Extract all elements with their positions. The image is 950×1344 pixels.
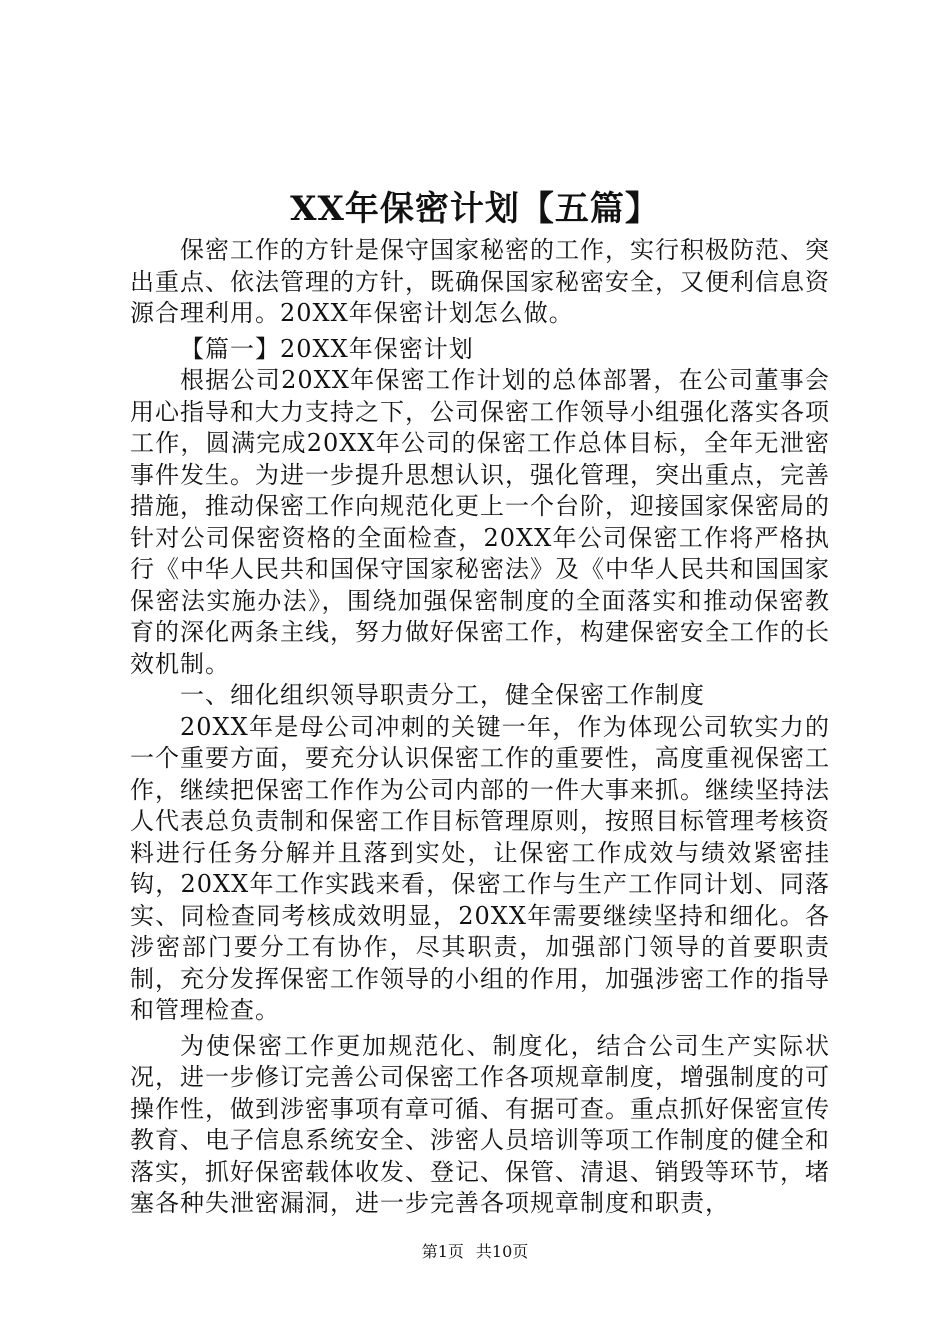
section-heading-one: 一、细化组织领导职责分工，健全保密工作制度: [180, 681, 705, 709]
body-paragraph: 为使保密工作更加规范化、制度化，结合公司生产实际状况，进一步修订完善公司保密工作各项规章制度，增强制度的可操作性，做到涉密事项有章可循、有据可查。重点抓好保密宣传教育、电子信息系统安全、涉密人员培训等项工作制度的健全和落实，抓好保密载体收发、登记、保管、清退、销毁等环节，堵塞各种失泄密漏洞，进一步完善各项规章制度和职责，: [130, 1031, 830, 1217]
intro-paragraph: 保密工作的方针是保守国家秘密的工作，实行积极防范、突出重点、依法管理的方针，既确保国家秘密安全，又便利信息资源合理利用。20XX年保密计划怎么做。: [130, 236, 830, 327]
page-footer: [0, 1240, 950, 1264]
page-number: 第1页: [421, 1242, 464, 1261]
page-total: 共10页: [475, 1242, 529, 1261]
body-paragraph: 根据公司20XX年保密工作计划的总体部署，在公司董事会用心指导和大力支持之下，公司保密工作领导小组强化落实各项工作，圆满完成20XX年公司的保密工作总体目标，全年无泄密事件发生。为进一步提升思想认识，强化管理，突出重点，完善措施，推动保密工作向规范化更上一个台阶，迎接国家保密局的针对公司保密资格的全面检查，20XX年公司保密工作将严格执行《中华人民共和国保守国家秘密法》及《中华人民共和国国家保密法实施办法》，围绕加强保密制度的全面落实和推动保密教育的深化两条主线，努力做好保密工作，构建保密安全工作的长效机制。: [130, 366, 830, 678]
body-paragraph: 20XX年是母公司冲刺的关键一年，作为体现公司软实力的一个重要方面，要充分认识保密工作的重要性，高度重视保密工作，继续把保密工作作为公司内部的一件大事来抓。继续坚持法人代表总负责制和保密工作目标管理原则，按照目标管理考核资料进行任务分解并且落到实处，让保密工作成效与绩效紧密挂钩，20XX年工作实践来看，保密工作与生产工作同计划、同落实、同检查同考核成效明显，20XX年需要继续坚持和细化。各涉密部门要分工有协作，尽其职责，加强部门领导的首要职责制，充分发挥保密工作领导的小组的作用，加强涉密工作的指导和管理检查。: [130, 712, 830, 1024]
section-heading-part-one: 【篇一】20XX年保密计划: [180, 334, 474, 363]
document-title: XX年保密计划【五篇】: [290, 189, 660, 229]
document-body: [130, 235, 830, 1220]
